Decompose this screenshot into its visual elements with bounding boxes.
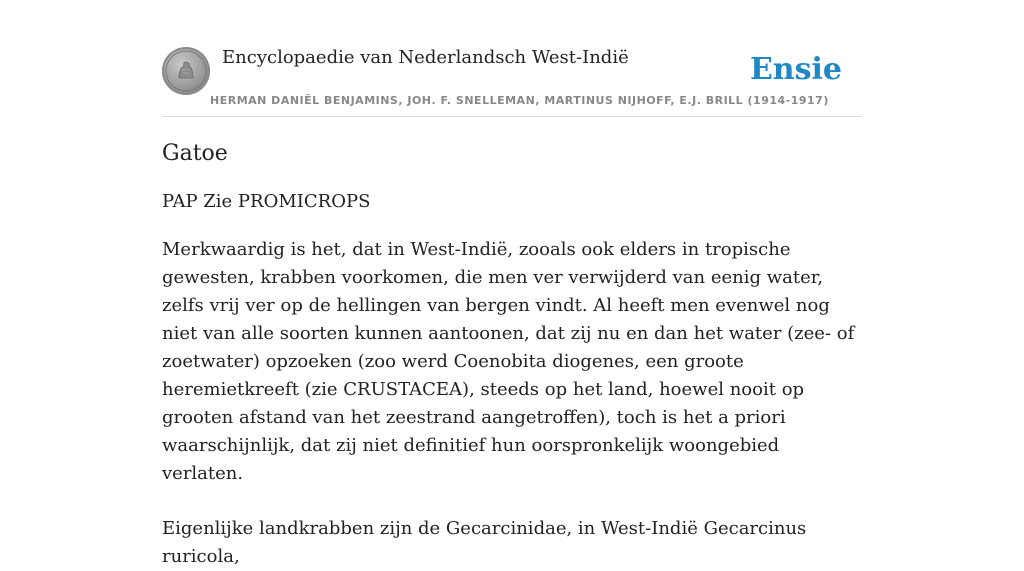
entry-title: Gatoe — [162, 141, 228, 166]
coin-seal-icon — [162, 47, 210, 95]
publication-authors: HERMAN DANIËL BENJAMINS, JOH. F. SNELLEMAN, MARTINUS NIJHOFF, E.J. BRILL (1914-1917) — [210, 94, 829, 107]
coin-seal-graphic — [162, 47, 210, 95]
publication-title[interactable]: Encyclopaedie van Nederlandsch West-Indië — [222, 47, 629, 68]
entry-paragraph: Merkwaardig is het, dat in West-Indië, zooals ook elders in tropische gewesten, krabben voorkomen, die men ver verwijderd van eenig water, zelfs vrij ver op de hellingen van bergen vindt. Al heeft men evenwel nog niet van alle soorten kunnen aantoonen, dat zij nu en dan het water (zee- of zoetwater) opzoeken (zoo werd Coenobita diogenes, een groote heremietkreeft (zie CRUSTACEA), steeds op het land, hoewel nooit op grooten afstand van het zeestrand aangetroffen), toch is het a priori waarschijnlijk, dat zij niet definitief hun oorspronkelijk woongebied verlaten. — [162, 239, 855, 484]
entry-content — [162, 136, 862, 571]
entry-paragraph: Eigenlijke landkrabben zijn de Gecarcinidae, in West-Indië Gecarcinus ruricola, — [162, 518, 807, 567]
site-header — [162, 46, 862, 117]
ensie-logo-link[interactable]: Ensie — [749, 52, 842, 87]
entry-lead: PAP Zie PROMICROPS — [162, 191, 371, 212]
